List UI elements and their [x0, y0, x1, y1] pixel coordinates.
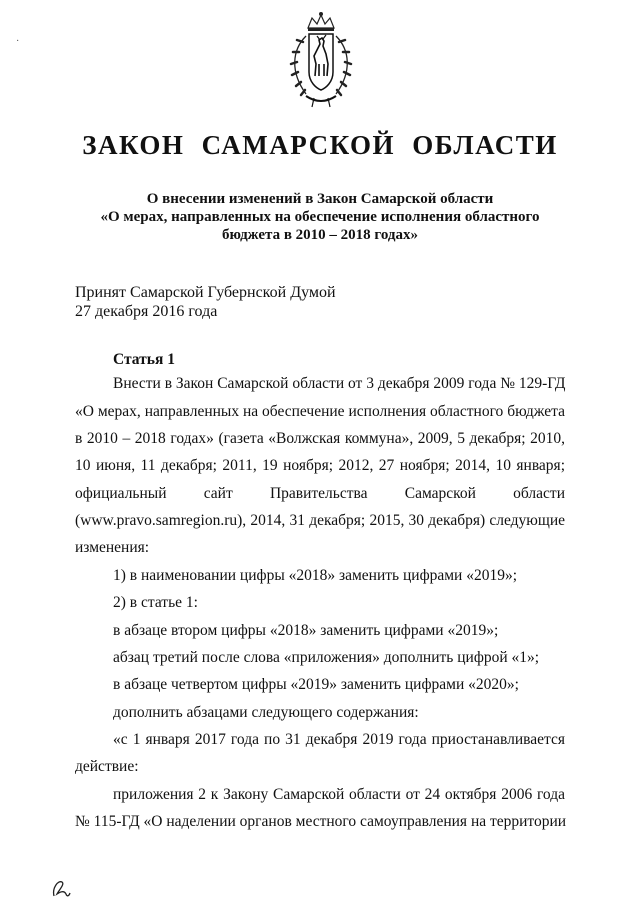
subtitle-line: «О мерах, направленных на обеспечение исполнения областного: [100, 209, 540, 225]
adopted-date: 27 декабря 2016 года: [75, 303, 218, 320]
adoption-info: [75, 283, 336, 321]
body-line: в абзаце втором цифры «2018» заменить цифрами «2019»;: [113, 622, 499, 639]
body-line: приложения 2 к Закону Самарской области от 24 октября 2006 года: [113, 786, 565, 803]
body-line: 10 июня, 11 декабря; 2011, 19 ноября; 2012, 27 ноября; 2014, 10 января;: [75, 457, 565, 474]
body-line: действие:: [75, 758, 139, 775]
body-line: «О мерах, направленных на обеспечение исполнения областного бюджета: [75, 403, 565, 420]
law-title: ЗАКОН САМАРСКОЙ ОБЛАСТИ: [82, 130, 558, 160]
margin-mark: ·: [16, 36, 20, 47]
signature-initials: [50, 876, 72, 900]
coat-of-arms-emblem: [284, 10, 358, 110]
law-subtitle: [70, 190, 570, 244]
body-line: «с 1 января 2017 года по 31 декабря 2019 года приостанавливается: [113, 731, 565, 748]
subtitle-line: О внесении изменений в Закон Самарской области: [146, 191, 494, 207]
body-line: (www.pravo.samregion.ru), 2014, 31 декабря; 2015, 30 декабря) следующие: [75, 512, 565, 529]
body-line: дополнить абзацами следующего содержания:: [113, 704, 419, 721]
body-line: № 115-ГД «О наделении органов местного самоуправления на территории: [75, 813, 567, 830]
body-line: абзац третий после слова «приложения» дополнить цифрой «1»;: [113, 649, 540, 666]
body-line: в 2010 – 2018 годах» (газета «Волжская коммуна», 2009, 5 декабря; 2010,: [75, 430, 565, 447]
body-line: 1) в наименовании цифры «2018» заменить цифрами «2019»;: [113, 567, 518, 584]
body-line: изменения:: [75, 539, 150, 556]
subtitle-line: бюджета в 2010 – 2018 годах»: [221, 227, 419, 243]
body-line: 2) в статье 1:: [113, 594, 198, 611]
body-line: официальный сайт Правительства Самарской области: [75, 485, 565, 502]
adopted-by: Принят Самарской Губернской Думой: [75, 284, 336, 301]
body-line: в абзаце четвертом цифры «2019» заменить цифрами «2020»;: [113, 676, 519, 693]
body-line: Внести в Закон Самарской области от 3 декабря 2009 года № 129-ГД: [113, 375, 566, 392]
article-heading: Статья 1: [113, 351, 175, 368]
